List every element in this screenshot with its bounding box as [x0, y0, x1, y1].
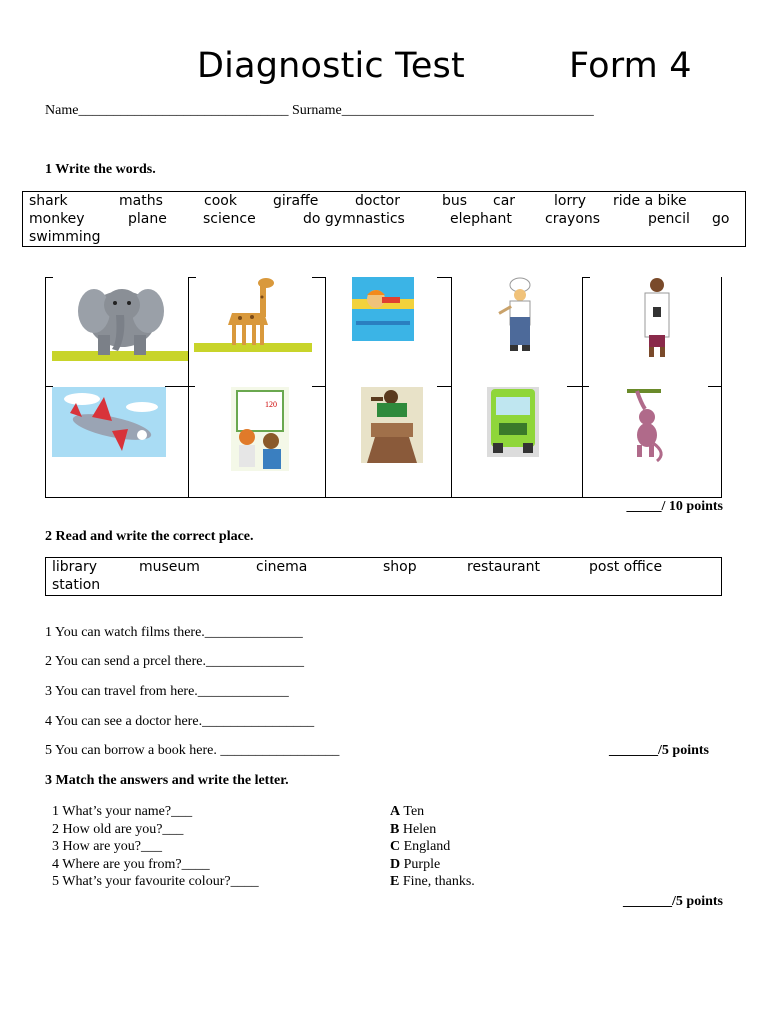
section2-points: _______/5 points — [609, 743, 709, 758]
word-bank-item: crayons — [545, 211, 601, 227]
section2-question-2[interactable]: 2 You can send a prcel there.______________ — [45, 654, 304, 669]
word-bank-row-2 — [23, 210, 745, 228]
place-bank-item: post office — [589, 559, 663, 575]
place-bank-item: shop — [383, 559, 417, 575]
answer-letter: A — [390, 804, 401, 819]
match-question[interactable]: 4 Where are you from?____ — [52, 856, 210, 872]
section2-question-3[interactable]: 3 You can travel from here._____________ — [45, 684, 289, 699]
name-label: Name — [45, 103, 79, 118]
answer-letter: D — [390, 856, 401, 872]
word-bank-item: elephant — [450, 211, 512, 227]
word-bank-item: car — [493, 193, 516, 209]
word-bank-item: cook — [204, 193, 237, 209]
place-bank-item: museum — [139, 559, 200, 575]
place-bank-item: cinema — [256, 559, 308, 575]
svg-text:120: 120 — [265, 400, 277, 409]
swimmer-picture — [352, 277, 414, 341]
place-bank-item: restaurant — [467, 559, 540, 575]
place-bank-box — [45, 557, 722, 596]
name-blank[interactable]: ______________________________ — [78, 103, 289, 118]
match-question[interactable]: 3 How are you?___ — [52, 839, 163, 855]
word-bank-item: shark — [29, 193, 68, 209]
word-bank-box — [22, 191, 746, 247]
word-bank-item: go — [712, 211, 730, 227]
answer-letter: B — [390, 821, 400, 837]
match-questions — [52, 803, 259, 891]
section1-heading: 1 Write the words. — [45, 162, 156, 177]
word-bank-row-3 — [23, 228, 745, 246]
word-bank-item: ride a bike — [613, 193, 687, 209]
word-bank-item: plane — [128, 211, 167, 227]
answer-letter: E — [390, 874, 400, 890]
place-bank-row-1 — [46, 558, 721, 576]
lorry-picture — [487, 387, 539, 457]
name-surname-line — [45, 103, 594, 119]
match-answer — [390, 838, 475, 856]
match-question[interactable]: 2 How old are you?___ — [52, 821, 184, 837]
answer-text: Fine, thanks. — [399, 874, 475, 890]
word-bank-item: doctor — [355, 193, 400, 209]
word-bank-item: pencil — [648, 211, 690, 227]
answer-text: Ten — [400, 804, 425, 819]
section3-points: _______/5 points — [623, 894, 723, 909]
section3-heading: 3 Match the answers and write the letter. — [45, 773, 289, 788]
section2-question-1[interactable]: 1 You can watch films there.______________ — [45, 625, 303, 640]
elephant-picture — [52, 277, 188, 363]
word-bank-item: maths — [119, 193, 163, 209]
answer-letter: C — [390, 839, 401, 855]
match-question[interactable]: 5 What’s your favourite colour?____ — [52, 874, 259, 890]
section2-heading: 2 Read and write the correct place. — [45, 529, 254, 544]
surname-label: Surname — [291, 103, 342, 118]
page-title — [197, 46, 692, 86]
form-label: Form 4 — [569, 46, 692, 86]
match-question[interactable]: 1 What’s your name?___ — [52, 804, 193, 819]
section2-question-5[interactable]: 5 You can borrow a book here. _________________ — [45, 743, 340, 758]
word-bank-item: swimming — [29, 229, 101, 245]
word-bank-item: lorry — [554, 193, 587, 209]
match-answer — [390, 821, 475, 839]
picture-grid — [45, 277, 722, 498]
giraffe-picture — [194, 277, 314, 353]
answer-text: Purple — [400, 856, 441, 872]
science-kids-picture — [231, 387, 289, 471]
answer-text: Helen — [399, 821, 437, 837]
match-answer — [390, 803, 475, 821]
title-text: Diagnostic Test — [197, 46, 465, 86]
place-bank-item: station — [52, 577, 101, 593]
place-bank-item: library — [52, 559, 98, 575]
word-bank-item: giraffe — [273, 193, 319, 209]
gymnast-picture — [361, 387, 423, 463]
answer-text: England — [400, 839, 451, 855]
doctor-picture — [637, 277, 677, 361]
plane-picture — [52, 387, 166, 457]
section1-points: _____/ 10 points — [626, 499, 723, 514]
match-answer — [390, 856, 475, 874]
section2-question-4[interactable]: 4 You can see a doctor here.________________ — [45, 714, 315, 729]
word-bank-item: do gymnastics — [303, 211, 405, 227]
match-answers — [390, 803, 475, 891]
chef-picture — [488, 277, 548, 357]
word-bank-item: bus — [442, 193, 468, 209]
word-bank-item: monkey — [29, 211, 85, 227]
surname-blank[interactable]: ____________________________________ — [341, 103, 594, 118]
match-answer — [390, 873, 475, 891]
word-bank-row-1 — [23, 192, 745, 210]
word-bank-item: science — [203, 211, 256, 227]
place-bank-row-2 — [46, 576, 721, 594]
monkey-picture — [623, 387, 673, 465]
